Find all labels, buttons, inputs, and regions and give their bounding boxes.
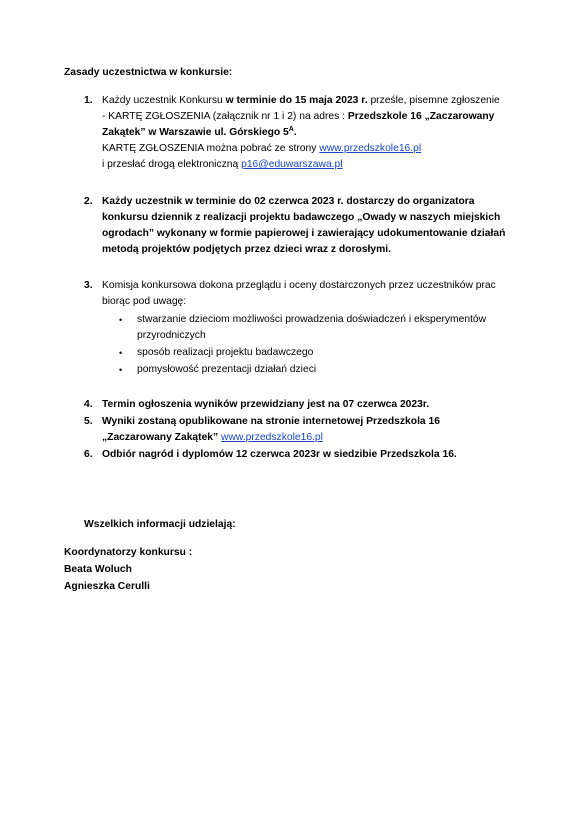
item-5-name: „Zaczarowany Zakątek” [102,432,222,443]
item-1-text: Każdy uczestnik Konkursu [102,95,226,106]
item-2-line: ogrodach” wykonany w formie papierowej i zawierający udokumentowanie działań [102,228,506,239]
item-1-number: 1. [84,95,93,106]
item-1-deadline: w terminie do 15 maja 2023 r. [225,95,368,106]
item-1-text-end: prześle, pisemne zgłoszenie [367,95,500,106]
item-1-line-4 [102,142,421,156]
item-4-number: 4. [84,399,93,410]
coordinator-name: Beata Woluch [64,564,132,575]
item-1-email-text: i przesłać drogą elektroniczną [102,159,242,170]
coordinators-label: Koordynatorzy konkursu : [64,547,193,558]
item-1-line-1 [102,94,500,108]
item-6-text: Odbiór nagród i dyplomów 12 czerwca 2023r w siedzibie Przedszkola 16. [102,449,457,460]
item-5-line-2 [102,431,323,445]
item-3-line: biorąc pod uwagę: [102,296,187,307]
item-2-line: konkursu dziennik z realizacji projektu badawczego „Owady w naszych miejskich [102,212,501,223]
item-3-line: Komisja konkursowa dokona przeglądu i oceny dostarczonych przez uczestników prac [102,280,496,291]
item-1-address-start: Przedszkole 16 „Zaczarowany [347,111,495,122]
item-5-number: 5. [84,416,93,427]
item-6-number: 6. [84,449,93,460]
item-1-address-end: . [293,127,297,138]
item-1-line-2 [102,110,494,124]
website-link[interactable]: www.przedszkole16.pl [319,143,422,154]
item-5-line-1: Wyniki zostaną opublikowane na stronie internetowej Przedszkola 16 [102,416,440,427]
item-1-address: Zakątek” w Warszawie ul. Górskiego 5 [102,127,289,138]
coordinator-name: Agnieszka Cerulli [64,581,150,592]
item-1-line-5 [102,158,343,172]
item-1-line-3 [102,126,297,140]
item-2-line: Każdy uczestnik w terminie do 02 czerwca 2023 r. dostarczy do organizatora [102,196,475,207]
item-2-number: 2. [84,196,93,207]
bullet-icon: • [119,348,123,358]
criterion-item: pomysłowość prezentacji działań dzieci [137,364,317,375]
criterion-item: sposób realizacji projektu badawczego [137,347,314,358]
item-2-line: metodą projektów podjętych przez dzieci wraz z dorosłymi. [102,244,391,255]
bullet-icon: • [119,365,123,375]
bullet-icon: • [119,315,123,325]
item-1-form-text: - KARTĘ ZGŁOSZENIA (załącznik nr 1 i 2) na adres : [102,111,348,122]
results-website-link[interactable]: www.przedszkole16.pl [221,432,323,443]
section-heading: Zasady uczestnictwa w konkursie: [64,67,233,78]
criterion-item-continuation: przyrodniczych [137,330,206,341]
item-1-download-text: KARTĘ ZGŁOSZENIA można pobrać ze strony [102,143,320,154]
item-1-address-sup: A [288,126,294,133]
email-link[interactable]: p16@eduwarszawa.pl [241,159,343,170]
item-3-number: 3. [84,280,93,291]
info-heading: Wszelkich informacji udzielają: [84,519,236,530]
criterion-item: stwarzanie dzieciom możliwości prowadzenia doświadczeń i eksperymentów [137,314,487,325]
item-4-text: Termin ogłoszenia wyników przewidziany jest na 07 czerwca 2023r. [102,399,430,410]
